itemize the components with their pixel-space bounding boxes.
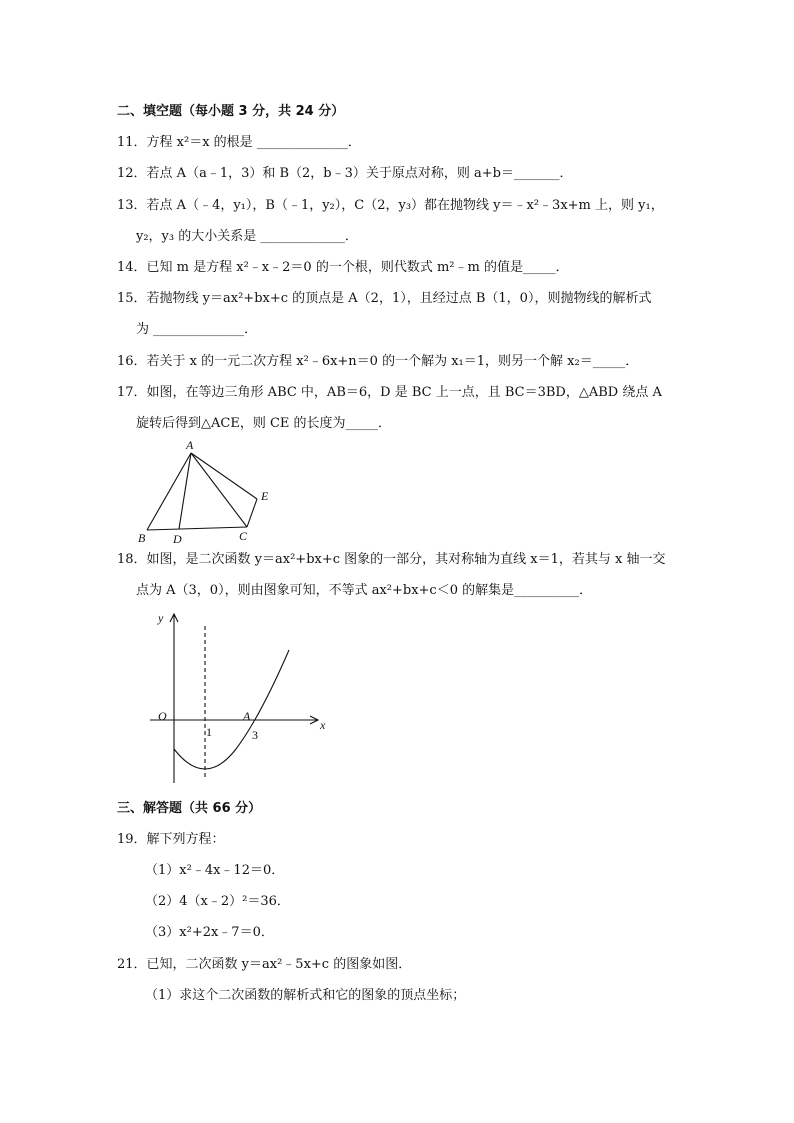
label-E: E: [261, 489, 269, 503]
tick-3: 3: [252, 728, 258, 742]
question-18-line1: 18．如图，是二次函数 y＝ax²+bx+c 图象的一部分，其对称轴为直线 x＝1，若其与 x 轴一交: [117, 552, 666, 567]
question-13-line1: 13．若点 A（﹣4，y₁），B（﹣1，y₂），C（2，y₃）都在抛物线 y＝﹣x²﹣3x+m 上，则 y₁，: [117, 198, 664, 213]
section3-heading: 三、解答题（共 66 分）: [117, 801, 262, 816]
label-y: y: [158, 611, 164, 625]
question-19-part2: （2）4（x﹣2）²＝36．: [145, 894, 290, 909]
question-18-line2: 点为 A（3，0），则由图象可知，不等式 ax²+bx+c＜0 的解集是__________．: [136, 583, 593, 598]
label-A-point: A: [243, 709, 251, 723]
label-O: O: [158, 709, 167, 723]
question-17-line1: 17．如图，在等边三角形 ABC 中，AB＝6，D 是 BC 上一点，且 BC＝3BD，△ABD 绕点 A: [117, 385, 662, 400]
question-11: 11．方程 x²＝x 的根是 ______________．: [117, 135, 361, 150]
question-19: 19．解下列方程：: [117, 832, 225, 847]
label-x: x: [320, 718, 326, 732]
tick-1: 1: [206, 725, 212, 739]
question-15-line1: 15．若抛物线 y＝ax²+bx+c 的顶点是 A（2，1），且经过点 B（1，0），则抛物线的解析式: [117, 291, 652, 306]
label-D: D: [173, 532, 182, 546]
question-19-part3: （3）x²+2x﹣7＝0．: [145, 925, 274, 940]
question-19-part1: （1）x²﹣4x﹣12＝0．: [145, 863, 285, 878]
section2-heading: 二、填空题（每小题 3 分，共 24 分）: [117, 104, 345, 119]
question-16: 16．若关于 x 的一元二次方程 x²﹣6x+n＝0 的一个解为 x₁＝1，则另一个解 x₂＝_____．: [117, 354, 639, 369]
question-17-line2: 旋转后得到△ACE，则 CE 的长度为_____．: [136, 416, 392, 431]
figure-17-triangle: [130, 436, 280, 546]
label-C: C: [239, 529, 248, 543]
question-21: 21．已知，二次函数 y＝ax²﹣5x+c 的图象如图．: [117, 957, 412, 972]
question-21-part1: （1）求这个二次函数的解析式和它的图象的顶点坐标；: [145, 988, 466, 1003]
figure-18-parabola: [150, 608, 340, 788]
label-A: A: [186, 438, 194, 452]
question-14: 14．已知 m 是方程 x²﹣x﹣2＝0 的一个根，则代数式 m²﹣m 的值是_____．: [117, 260, 569, 275]
question-13-line2: y₂，y₃ 的大小关系是 _____________．: [136, 229, 358, 244]
question-15-line2: 为 ______________．: [136, 322, 258, 337]
question-12: 12．若点 A（a﹣1，3）和 B（2，b﹣3）关于原点对称，则 a+b＝_______．: [117, 166, 573, 181]
label-B: B: [138, 531, 146, 545]
